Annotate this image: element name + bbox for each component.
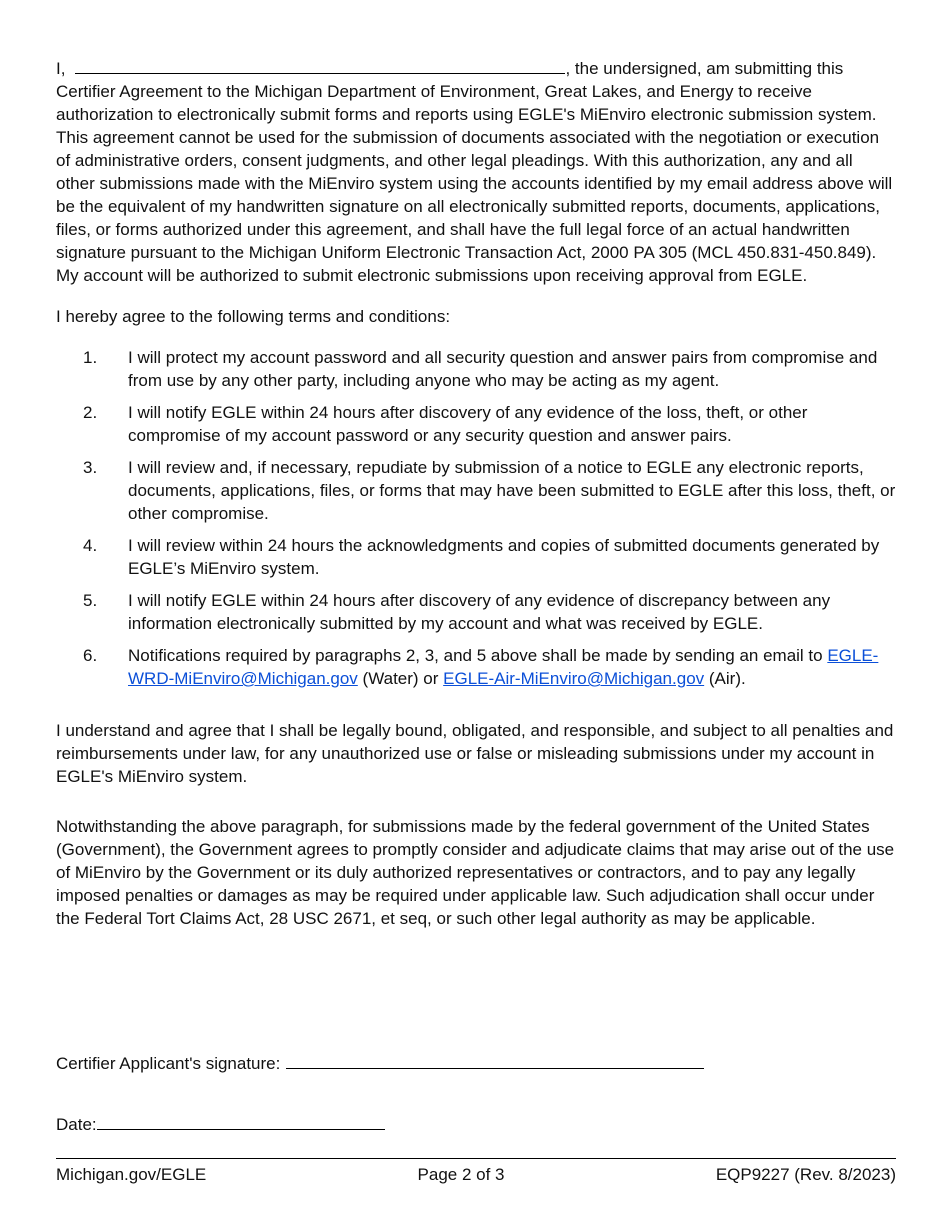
government-paragraph: Notwithstanding the above paragraph, for submissions made by the federal government of the United States (Government), the Government agrees to promptly consider and adjudicate claims that may arise out of the use of MiEnviro by the Government or its duly authorized representatives or contractors, and to pay any legally imposed penalties or damages as may be required under applicable law. Such adjudication shall occur under the Federal Tort Claims Act, 28 USC 2671, et seq, or such other legal authority as may be applicable.	[56, 817, 895, 928]
signature-label: Certifier Applicant's signature:	[56, 1054, 281, 1073]
intro-suffix: , the undersigned, am submitting this	[565, 59, 844, 78]
signature-field[interactable]	[286, 1050, 704, 1069]
intro-paragraph: Certifier Agreement to the Michigan Department of Environment, Great Lakes, and Energy to receive authorization to electronically submit forms and reports using EGLE's MiEnviro electronic submission system. This agreement cannot be used for the submission of documents associated with the negotiation or execution of administrative orders, consent judgments, and other legal pleadings. With this authorization, any and all other submissions made with the MiEnviro system using the accounts identified by my email address above will be the equivalent of my handwritten signature on all electronically submitted reports, documents, applications, files, or forms authorized under this agreement, and shall have the full legal force of an actual handwritten signature pursuant to the Michigan Uniform Electronic Transaction Act, 2000 PA 305 (MCL 450.831-450.849). My account will be authorized to submit electronic submissions upon receiving approval from EGLE.	[56, 82, 893, 285]
intro-first-line	[56, 55, 896, 80]
list-item	[56, 589, 896, 635]
signature-row	[56, 1050, 704, 1075]
water-email-link[interactable]: EGLE-WRD-MiEnviro@Michigan.gov	[128, 646, 879, 688]
term-text: I will notify EGLE within 24 hours after discovery of any evidence of discrepancy between any information electronically submitted by my account and what was received by EGLE.	[128, 591, 831, 633]
footer-form-id: EQP9227 (Rev. 8/2023)	[715, 1165, 896, 1184]
list-item	[56, 401, 896, 447]
list-item	[56, 644, 896, 690]
term-number: 5.	[83, 591, 98, 610]
terms-list	[56, 346, 896, 690]
term-number: 1.	[83, 348, 98, 367]
list-item	[56, 346, 896, 392]
liability-paragraph: I understand and agree that I shall be legally bound, obligated, and responsible, and subject to all penalties and reimbursements under law, for any unauthorized use or false or misleading submissions under my account in EGLE's MiEnviro system.	[56, 721, 894, 786]
intro-prefix: I,	[56, 59, 66, 78]
term6-text-c: (Air).	[704, 669, 746, 688]
date-field[interactable]	[97, 1111, 385, 1130]
document-body	[56, 55, 896, 930]
air-email-link[interactable]: EGLE-Air-MiEnviro@Michigan.gov	[443, 669, 705, 688]
term-number: 3.	[83, 458, 98, 477]
term-text: I will protect my account password and all security question and answer pairs from compromise and from use by any other party, including anyone who may be acting as my agent.	[128, 348, 878, 390]
term-number: 6.	[83, 646, 98, 665]
term6-text-b: (Water) or	[357, 669, 444, 688]
footer-page-number: Page 2 of 3	[417, 1165, 505, 1184]
footer-website: Michigan.gov/EGLE	[56, 1165, 207, 1184]
list-item	[56, 534, 896, 580]
term-number: 2.	[83, 403, 98, 422]
date-label: Date:	[56, 1115, 97, 1134]
term-number: 4.	[83, 536, 98, 555]
term6-text-a: Notifications required by paragraphs 2, 3, and 5 above shall be made by sending an email to	[128, 646, 828, 665]
list-item	[56, 456, 896, 525]
page-footer	[56, 1158, 896, 1186]
term-text: I will review within 24 hours the acknowledgments and copies of submitted documents generated by EGLE’s MiEnviro system.	[128, 536, 880, 578]
term-text: I will review and, if necessary, repudiate by submission of a notice to EGLE any electronic reports, documents, applications, files, or forms that may have been submitted to EGLE after this loss, theft, or other compromise.	[128, 458, 896, 523]
name-blank-field[interactable]	[75, 55, 565, 74]
term-text	[128, 644, 896, 690]
date-row	[56, 1111, 385, 1136]
term-text: I will notify EGLE within 24 hours after discovery of any evidence of the loss, theft, or other compromise of my account password or any security question and answer pairs.	[128, 403, 808, 445]
terms-intro: I hereby agree to the following terms and conditions:	[56, 307, 451, 326]
